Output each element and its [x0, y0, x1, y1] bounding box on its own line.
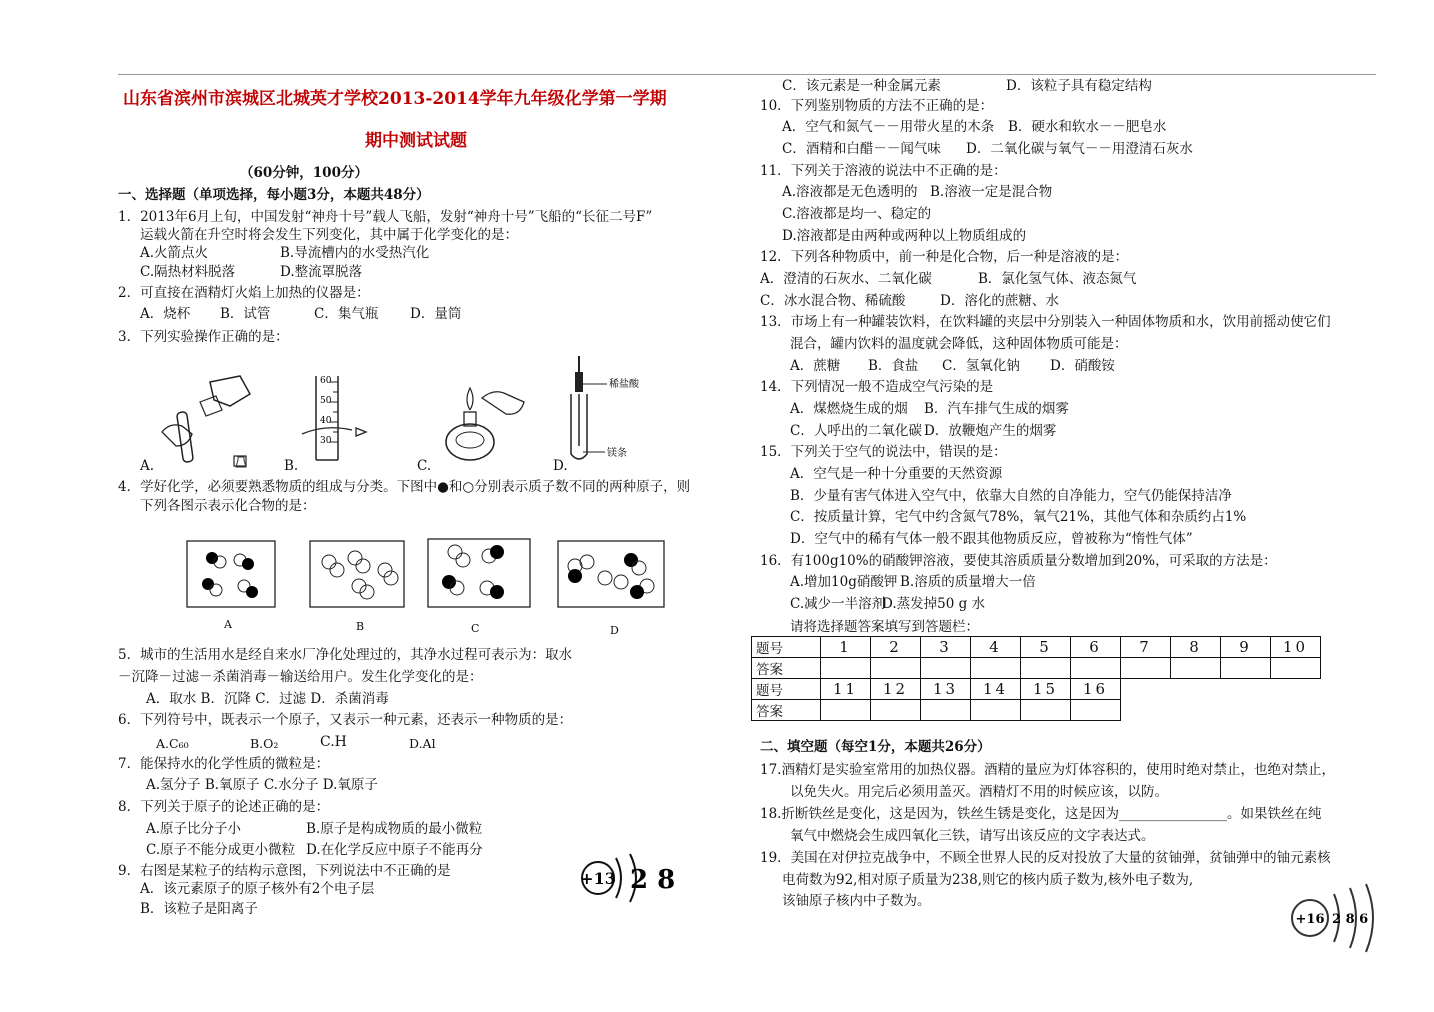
question-number: 16 [1071, 679, 1121, 700]
corner-shell-electrons: 2 8 6 [1332, 912, 1369, 927]
q14-option-d: D．放鞭炮产生的烟雾 [924, 423, 1057, 439]
q14-option-b: B．汽车排气生成的烟雾 [924, 401, 1069, 417]
q12-option-a: A．澄清的石灰水、二氧化碳 [760, 271, 932, 287]
question-number: 3 [921, 637, 971, 658]
q10-option-b: B．硬水和软水－－肥皂水 [1008, 119, 1167, 135]
q3-option-a: A. [140, 458, 155, 474]
q19-line2: 电荷数为92,相对原子质量为238,则它的核内质子数为,核外电子数为, [782, 872, 1194, 888]
q15-option-c: C．按质量计算，宅气中约含氮气78%，氧气21%，其他气体和杂质约占1% [790, 509, 1247, 525]
q8-option-a: A.原子比分子小 [146, 821, 242, 837]
answer-cell[interactable] [1071, 700, 1121, 721]
answer-table-number-row-2 [752, 679, 1321, 700]
q16-option-a: A.增加10g硝酸钾 [790, 574, 898, 590]
q15-option-a: A．空气是一种十分重要的天然资源 [790, 466, 1003, 482]
q5-stem: 5．城市的生活用水是经自来水厂净化处理过的，其净水过程可表示为：取水 [118, 647, 573, 663]
q2-option-d: D．量筒 [410, 306, 462, 322]
row-label-answer: 答案 [752, 658, 821, 679]
particle-box-d [557, 540, 665, 608]
q11-option-d: D.溶液都是由两种或两种以上物质组成的 [782, 228, 1027, 244]
box-label-a: A [224, 618, 232, 631]
answer-cell[interactable] [1171, 658, 1221, 679]
answer-cell[interactable] [1021, 658, 1071, 679]
q10-option-d: D．二氧化碳与氧气－－用澄清石灰水 [966, 141, 1193, 157]
q1-option-a: A.火箭点火 [140, 245, 209, 261]
q16-stem: 16．有100g10%的硝酸钾溶液，要使其溶质质量分数增加到20%，可采取的方法是： [760, 553, 1277, 569]
box-label-b: B [356, 620, 365, 633]
question-number: 5 [1021, 637, 1071, 658]
section-fill-heading: 二、填空题（每空1分，本题共26分） [760, 739, 991, 755]
q11-option-c: C.溶液都是均一、稳定的 [782, 206, 932, 222]
answer-cell[interactable] [871, 700, 921, 721]
q6-option-d: D.Al [409, 736, 436, 751]
answer-table [751, 636, 1321, 721]
q6-stem: 6．下列符号中，既表示一个原子，又表示一种元素，还表示一种物质的是： [118, 712, 573, 728]
q9-stem: 9．右图是某粒子的结构示意图，下列说法中不正确的是 [118, 863, 451, 879]
answer-cell[interactable] [971, 658, 1021, 679]
q2-option-a: A．烧杯 [140, 306, 191, 322]
particle-box-c [427, 538, 531, 608]
answer-table-answer-row-2 [752, 700, 1321, 721]
question-number: 6 [1071, 637, 1121, 658]
answer-cell[interactable] [1221, 658, 1271, 679]
q15-option-b: B．少量有害气体进入空气中，依靠大自然的自净能力，空气仍能保持洁净 [790, 488, 1232, 504]
q10-option-a: A．空气和氮气－－用带火星的木条 [782, 119, 995, 135]
q9-option-a: A．该元素原子的原子核外有2个电子层 [140, 881, 375, 897]
q9-nucleus-charge: +13 [580, 869, 616, 888]
question-number: 4 [971, 637, 1021, 658]
q13-option-d: D．硝酸铵 [1050, 358, 1115, 374]
test-tube-figure [565, 354, 665, 464]
q3-stem: 3．下列实验操作正确的是： [118, 329, 289, 345]
answer-cell[interactable] [871, 658, 921, 679]
q17-line1: 17.酒精灯是实验室常用的加热仪器。酒精的量应为灯体容积的，使用时绝对禁止，也绝对禁止， [760, 762, 1335, 778]
answer-cell[interactable] [1021, 700, 1071, 721]
time-score: （60分钟，100分） [240, 165, 368, 181]
answer-cell[interactable] [1121, 658, 1171, 679]
q9-option-d: D．该粒子具有稳定结构 [1006, 78, 1152, 94]
box-label-d: D [610, 624, 619, 637]
q12-stem: 12．下列各种物质中，前一种是化合物，后一种是溶液的是： [760, 249, 1129, 265]
question-number: 10 [1271, 637, 1321, 658]
q5-options: A．取水 B．沉降 C．过滤 D．杀菌消毒 [146, 691, 389, 707]
q9-option-c: C．该元素是一种金属元素 [782, 78, 941, 94]
question-number: 14 [971, 679, 1021, 700]
question-number: 15 [1021, 679, 1071, 700]
q18-line1: 18.折断铁丝是变化，这是因为，铁丝生锈是变化，这是因为________________。如果铁丝在纯 [760, 806, 1322, 822]
answer-cell[interactable] [1271, 658, 1321, 679]
cylinder-tick-50: 50 [320, 396, 332, 406]
q13-option-a: A．蔗糖 [790, 358, 841, 374]
q3-option-c: C. [417, 458, 432, 474]
question-number: 8 [1171, 637, 1221, 658]
q3-option-b: B. [284, 458, 299, 474]
question-number: 12 [871, 679, 921, 700]
row-label-number: 题号 [752, 637, 821, 658]
q1-option-d: D.整流罩脱落 [280, 264, 363, 280]
q9-shell-electrons: 2 8 [630, 865, 676, 895]
q11-option-b: B.溶液一定是混合物 [930, 184, 1053, 200]
label-dilute-hcl: 稀盐酸 [609, 379, 639, 390]
q7-stem: 7．能保持水的化学性质的微粒是： [118, 756, 330, 772]
box-label-c: C [471, 622, 480, 635]
particle-box-a [186, 540, 276, 608]
q4-stem: 4．学好化学，必须要熟悉物质的组成与分类。下图中●和○分别表示质子数不同的两种原子，则 [118, 479, 691, 495]
q7-options: A.氢分子 B.氧原子 C.水分子 D.氧原子 [146, 777, 378, 793]
q13-option-c: C．氢氧化钠 [942, 358, 1020, 374]
answer-cell[interactable] [921, 700, 971, 721]
row-label-number: 题号 [752, 679, 821, 700]
q14-option-c: C．人呼出的二氧化碳 [790, 423, 922, 439]
q2-option-c: C．集气瓶 [314, 306, 379, 322]
cylinder-tick-30: 30 [320, 436, 332, 446]
q13-stem: 13．市场上有一种罐装饮料，在饮料罐的夹层中分别装入一种固体物质和水，饮用前摇动使它们 [760, 314, 1331, 330]
q2-option-b: B．试管 [220, 306, 271, 322]
cylinder-tick-60: 60 [320, 376, 332, 386]
q16-option-b: B.溶质的质量增大一倍 [900, 574, 1036, 590]
answer-cell[interactable] [821, 658, 871, 679]
q5-stem-2: －沉降－过滤－杀菌消毒－输送给用户。发生化学变化的是： [118, 669, 483, 685]
q12-option-b: B．氯化氢气体、液态氮气 [978, 271, 1137, 287]
q13-stem-2: 混合，罐内饮料的温度就会降低，这种固体物质可能是： [790, 336, 1128, 352]
q12-option-c: C．冰水混合物、稀硫酸 [760, 293, 906, 309]
q6-option-c: C.H [320, 734, 347, 750]
page-title-line2: 期中测试试题 [365, 131, 467, 151]
row-label-answer: 答案 [752, 700, 821, 721]
q10-option-c: C．酒精和白醋－－闻气味 [782, 141, 941, 157]
answer-cell[interactable] [971, 700, 1021, 721]
q6-option-b: B.O₂ [250, 736, 279, 751]
q3-option-d: D. [553, 458, 568, 474]
q15-option-d: D．空气中的稀有气体一般不跟其他物质反应，曾被称为“惰性气体” [790, 531, 1193, 547]
q1-stem-2: 运载火箭在升空时将会发生下列变化，其中属于化学变化的是： [140, 227, 518, 243]
q6-option-a: A.C₆₀ [156, 736, 189, 751]
flask-small-icon [234, 455, 248, 469]
corner-nucleus-charge: +16 [1295, 912, 1325, 927]
section-choice-heading: 一、选择题（单项选择，每小题3分，本题共48分） [118, 187, 430, 203]
q11-option-a: A.溶液都是无色透明的 [782, 184, 918, 200]
q8-option-b: B.原子是构成物质的最小微粒 [306, 821, 483, 837]
q1-option-c: C.隔热材料脱落 [140, 264, 236, 280]
q9-option-b: B．该粒子是阳离子 [140, 901, 258, 917]
question-number: 1 [821, 637, 871, 658]
q1-stem: 1．2013年6月上旬，中国发射“神舟十号”载人飞船，发射“神舟十号”飞船的“长征二号F” [118, 209, 653, 225]
particle-box-b [309, 540, 405, 608]
answer-table-number-row [752, 637, 1321, 658]
q11-stem: 11．下列关于溶液的说法中不正确的是： [760, 163, 1007, 179]
answer-note: 请将选择题答案填写到答题栏： [790, 619, 979, 635]
q10-stem: 10．下列鉴别物质的方法不正确的是： [760, 98, 994, 114]
q13-option-b: B．食盐 [868, 358, 919, 374]
question-number: 7 [1121, 637, 1171, 658]
question-number: 2 [871, 637, 921, 658]
q8-stem: 8．下列关于原子的论述正确的是： [118, 799, 330, 815]
q14-option-a: A．煤燃烧生成的烟 [790, 401, 908, 417]
question-number: 9 [1221, 637, 1271, 658]
q16-option-d: D.蒸发掉50 g 水 [882, 596, 986, 612]
question-number: 13 [921, 679, 971, 700]
question-number: 11 [821, 679, 871, 700]
q15-stem: 15．下列关于空气的说法中，错误的是： [760, 444, 1007, 460]
sulfur-structure-diagram [1286, 878, 1394, 958]
q14-stem: 14．下列情况一般不造成空气污染的是 [760, 379, 994, 395]
q8-option-d: D.在化学反应中原子不能再分 [306, 842, 483, 858]
q19-line3: 该铀原子核内中子数为。 [782, 893, 931, 909]
q4-stem-2: 下列各图示表示化合物的是： [140, 498, 316, 514]
q16-option-c: C.减少一半溶剂 [790, 596, 886, 612]
q1-option-b: B.导流槽内的水受热汽化 [280, 245, 430, 261]
answer-cell[interactable] [1071, 658, 1121, 679]
graduated-cylinder-figure [300, 372, 390, 464]
ion-structure-diagram [578, 848, 676, 910]
q17-line2: 以免失火。用完后必须用盖灭。酒精灯不用的时候应该，以防。 [790, 784, 1168, 800]
alcohol-lamp-figure [440, 380, 540, 464]
q19-line1: 19．美国在对伊拉克战争中，不顾全世界人民的反对投放了大量的贫铀弹，贫铀弹中的铀元素核 [760, 850, 1331, 866]
q12-option-d: D．溶化的蔗糖、水 [940, 293, 1059, 309]
q18-line2: 氧气中燃烧会生成四氧化三铁，请写出该反应的文字表达式。 [790, 828, 1155, 844]
answer-table-answer-row [752, 658, 1321, 679]
answer-cell[interactable] [921, 658, 971, 679]
answer-cell[interactable] [821, 700, 871, 721]
page-title: 山东省滨州市滨城区北城英才学校2013-2014学年九年级化学第一学期 [123, 89, 667, 109]
cylinder-tick-40: 40 [320, 416, 332, 426]
q8-option-c: C.原子不能分成更小微粒 [146, 842, 296, 858]
label-magnesium: 镁条 [607, 448, 627, 459]
header-rule [118, 74, 1376, 75]
q2-stem: 2．可直接在酒精灯火焰上加热的仪器是： [118, 285, 370, 301]
